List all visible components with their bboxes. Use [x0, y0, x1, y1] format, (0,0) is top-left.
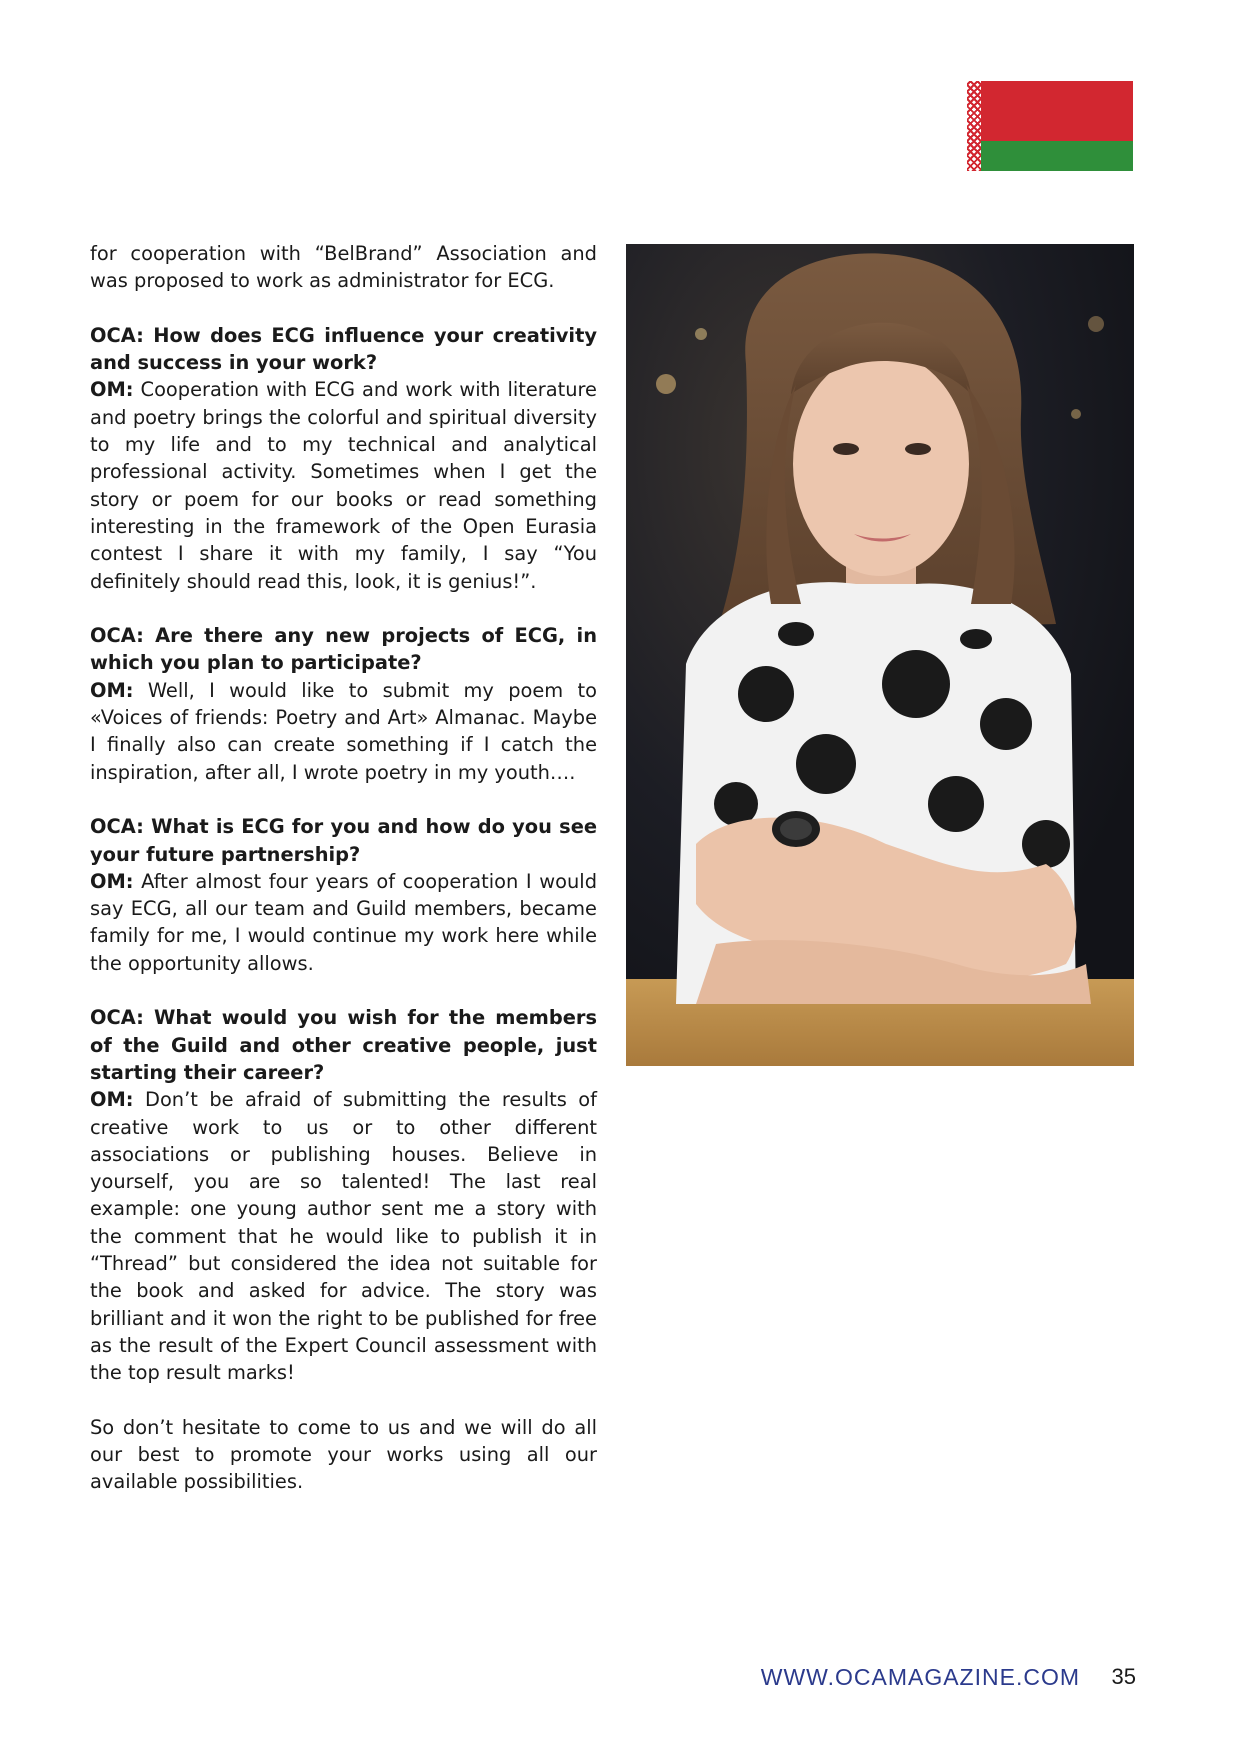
- qa-block: [90, 322, 597, 595]
- answer: Cooperation with ECG and work with literature and poetry brings the colorful and spiritual diversity to my life and to my technical and analytical professional activity. Sometimes when I get the story or poem for our books or read something interesting in the framework of the Open Eurasia contest I share it with my family, I say “You definitely should read this, look, it is genius!”.: [90, 378, 597, 593]
- portrait-photo: [626, 244, 1134, 1066]
- magazine-url[interactable]: WWW.OCAMAGAZINE.COM: [760, 1664, 1080, 1690]
- answer: Don’t be afraid of submitting the results of creative work to us or to other different associations or publishing houses. Believe in yourself, you are so talented! The last real example: one young author sent me a story with the comment that he would like to publish it in “Thread” but considered the idea not suitable for the book and asked for advice. The story was brilliant and it won the right to be published for free as the result of the Expert Council assessment with the top result marks!: [90, 1088, 597, 1385]
- closing-paragraph: So don’t hesitate to come to us and we will do all our best to promote your works using all our available possibilities.: [90, 1415, 597, 1494]
- qa-block: [90, 813, 597, 977]
- question: OCA: What is ECG for you and how do you see your future partnership?: [90, 815, 597, 866]
- flag-red-band: [981, 81, 1133, 141]
- flag-green-band: [981, 141, 1133, 171]
- qa-block: [90, 1004, 597, 1386]
- question: OCA: How does ECG influence your creativity and success in your work?: [90, 323, 597, 375]
- answer: After almost four years of cooperation I would say ECG, all our team and Guild members, became family for me, I would continue my work here while the opportunity allows.: [90, 869, 597, 975]
- speaker-label: OM:: [90, 378, 134, 402]
- portrait-illustration: [626, 244, 1134, 1066]
- answer: Well, I would like to submit my poem to «Voices of friends: Poetry and Art» Almanac. Maybe I finally also can create something if I catch the inspiration, after all, I wrote poetry in my youth….: [90, 678, 597, 784]
- belarus-flag-icon: [967, 81, 1133, 171]
- qa-block: [90, 622, 597, 786]
- intro-paragraph: for cooperation with “BelBrand” Association and was proposed to work as administrator for ECG.: [90, 242, 597, 293]
- question: OCA: What would you wish for the members of the Guild and other creative people, just starting their career?: [90, 1006, 597, 1084]
- flag-ornament: [967, 81, 981, 171]
- speaker-label: OM:: [90, 869, 134, 893]
- speaker-label: OM:: [90, 1088, 134, 1112]
- article-body: [90, 240, 597, 1523]
- page-number: 35: [1111, 1664, 1136, 1689]
- speaker-label: OM:: [90, 678, 134, 702]
- question: OCA: Are there any new projects of ECG, in which you plan to participate?: [90, 624, 597, 675]
